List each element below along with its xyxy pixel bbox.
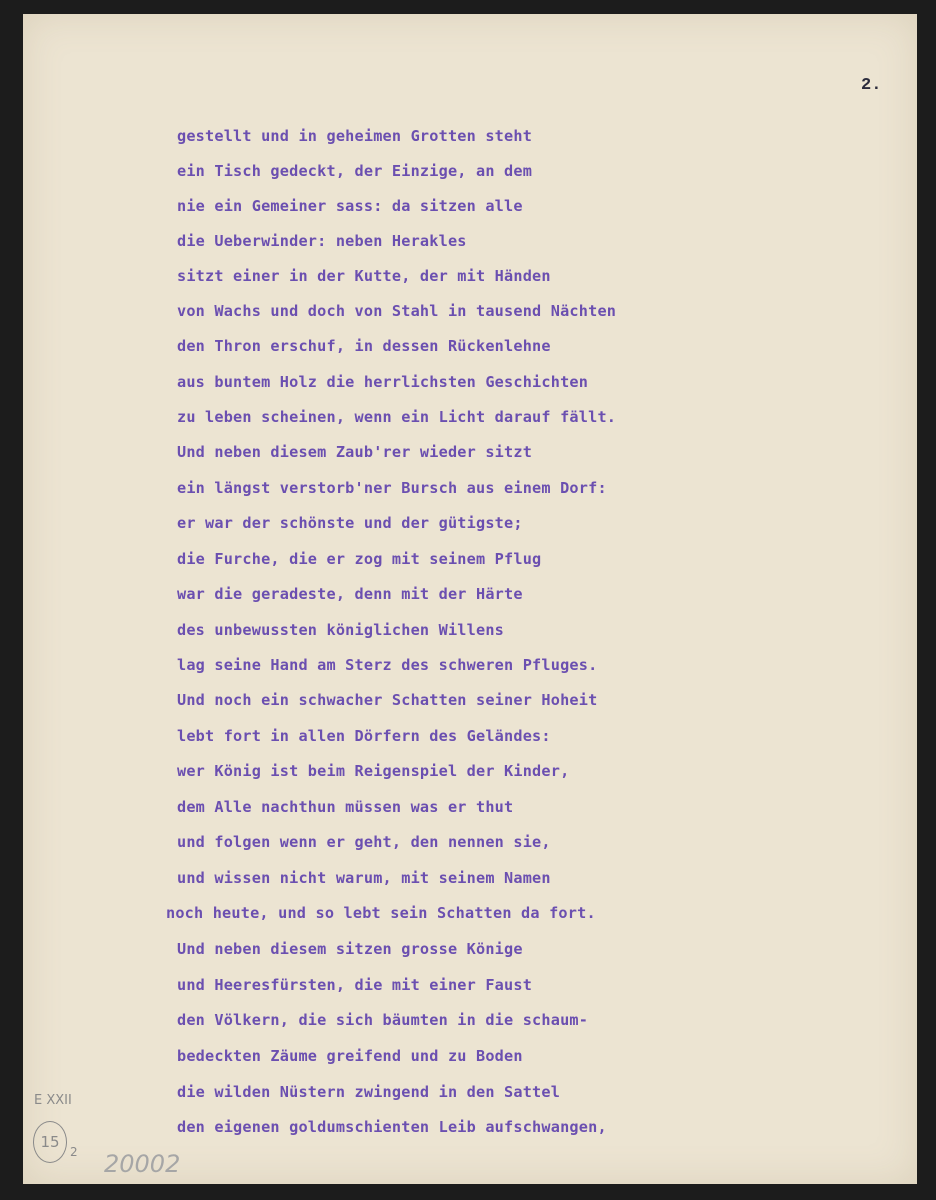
text-line: Und neben diesem Zaub'rer wieder sitzt bbox=[177, 443, 533, 461]
text-line: nie ein Gemeiner sass: da sitzen alle bbox=[177, 197, 523, 215]
text-line: sitzt einer in der Kutte, der mit Händen bbox=[177, 267, 551, 285]
text-line: noch heute, und so lebt sein Schatten da fort. bbox=[166, 904, 596, 922]
text-line: die Furche, die er zog mit seinem Pflug bbox=[177, 550, 542, 568]
text-line: war die geradeste, denn mit der Härte bbox=[177, 585, 523, 603]
text-line: die Ueberwinder: neben Herakles bbox=[177, 232, 467, 250]
text-line: zu leben scheinen, wenn ein Licht darauf fällt. bbox=[177, 408, 617, 426]
text-line: bedeckten Zäume greifend und zu Boden bbox=[177, 1047, 523, 1065]
text-line: und wissen nicht warum, mit seinem Namen bbox=[177, 869, 551, 887]
text-line: die wilden Nüstern zwingend in den Sattel bbox=[177, 1083, 561, 1101]
text-line: von Wachs und doch von Stahl in tausend Nächten bbox=[177, 302, 617, 320]
text-line: den Thron erschuf, in dessen Rückenlehne bbox=[177, 337, 551, 355]
page-number: 2. bbox=[861, 76, 882, 95]
text-line: dem Alle nachthun müssen was er thut bbox=[177, 798, 514, 816]
circled-number: 15 bbox=[33, 1121, 67, 1163]
text-line: ein Tisch gedeckt, der Einzige, an dem bbox=[177, 162, 533, 180]
text-line: gestellt und in geheimen Grotten steht bbox=[177, 127, 533, 145]
text-line: lebt fort in allen Dörfern des Geländes: bbox=[177, 727, 551, 745]
text-line: den Völkern, die sich bäumten in die schaum- bbox=[177, 1011, 589, 1029]
inventory-number: 20002 bbox=[104, 1150, 181, 1178]
text-line: er war der schönste und der gütigste; bbox=[177, 514, 523, 532]
text-line: Und neben diesem sitzen grosse Könige bbox=[177, 940, 523, 958]
circled-number-suffix: 2 bbox=[70, 1145, 78, 1159]
text-line: und folgen wenn er geht, den nennen sie, bbox=[177, 833, 551, 851]
text-line: lag seine Hand am Sterz des schweren Pfluges. bbox=[177, 656, 598, 674]
text-line: aus buntem Holz die herrlichsten Geschichten bbox=[177, 373, 589, 391]
text-line: und Heeresfürsten, die mit einer Faust bbox=[177, 976, 533, 994]
archive-shelfmark: E XXII bbox=[34, 1093, 72, 1108]
text-line: den eigenen goldumschienten Leib aufschwangen, bbox=[177, 1118, 607, 1136]
text-line: Und noch ein schwacher Schatten seiner Hoheit bbox=[177, 691, 598, 709]
text-line: des unbewussten königlichen Willens bbox=[177, 621, 505, 639]
text-line: wer König ist beim Reigenspiel der Kinder, bbox=[177, 762, 570, 780]
text-line: ein längst verstorb'ner Bursch aus einem Dorf: bbox=[177, 479, 607, 497]
